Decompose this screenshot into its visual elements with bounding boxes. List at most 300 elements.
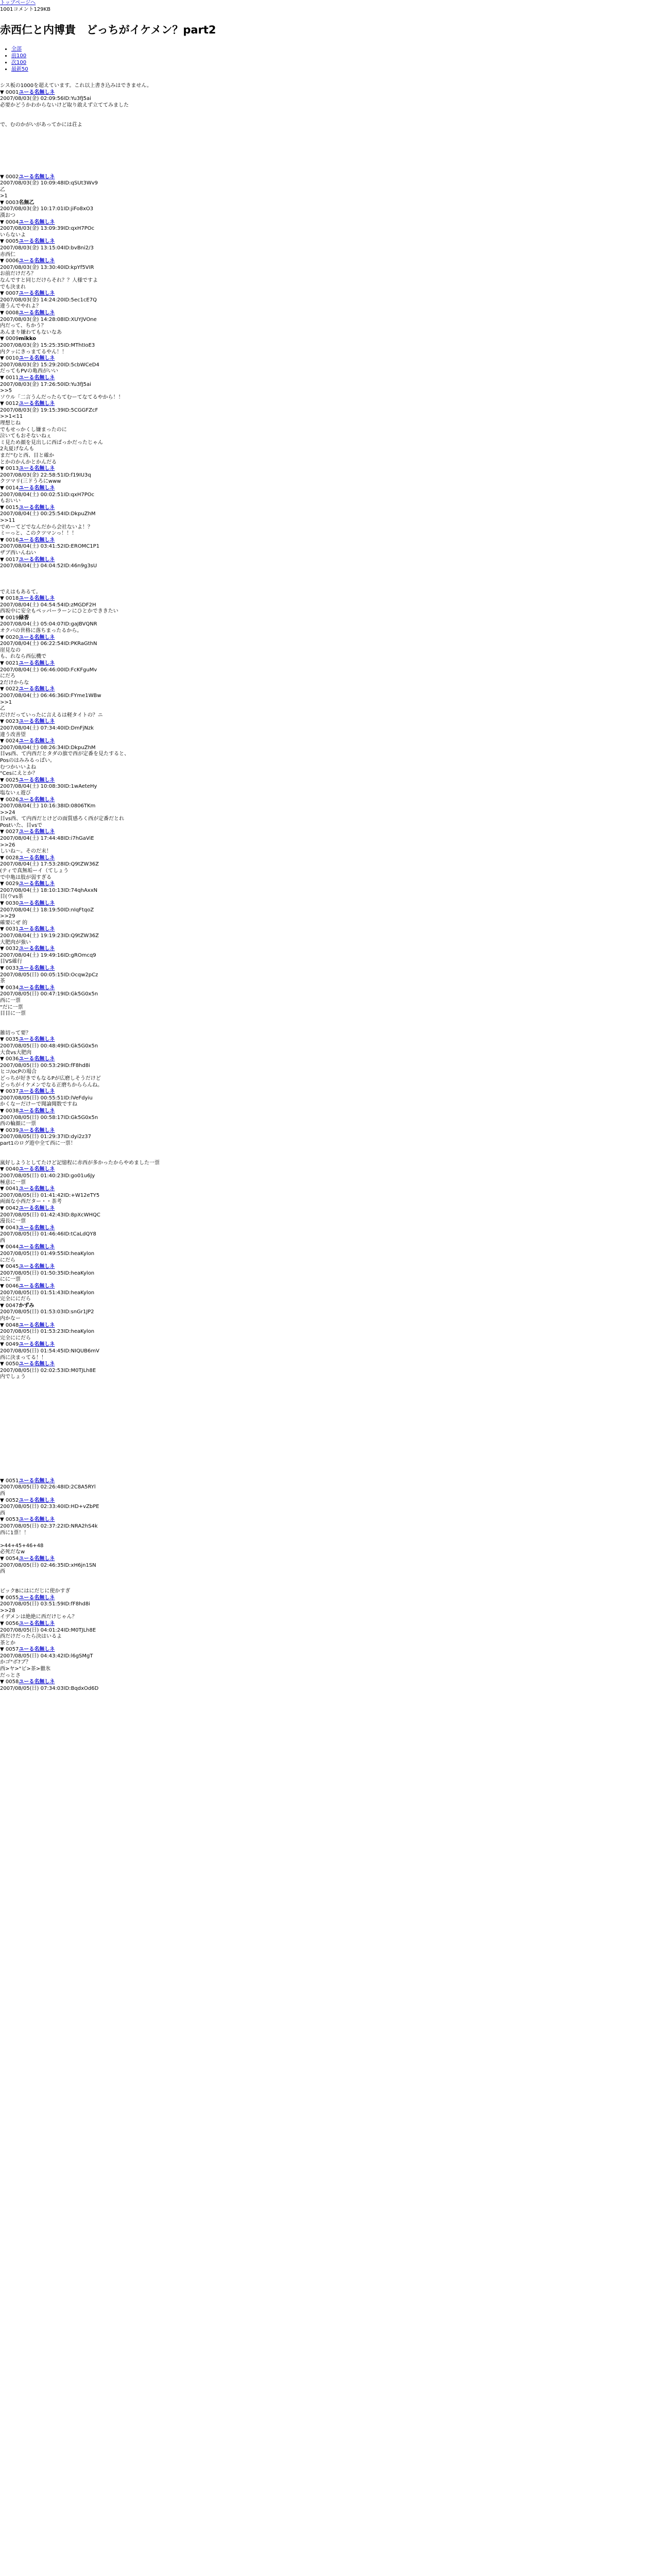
post-date: 2007/08/03(金) 10:17:01ID:jiFo8xO3: [0, 206, 94, 212]
post-header: ▼ 0044ユーる名無しネ: [0, 1244, 55, 1250]
post-body: でえはもあるて。: [0, 589, 41, 595]
post-author-link[interactable]: ユーる名無しネ: [19, 965, 55, 971]
post-body: もおいい: [0, 498, 21, 504]
post-author-link[interactable]: ユーる名無しネ: [19, 985, 55, 991]
post-author-link[interactable]: ユーる名無しネ: [19, 738, 55, 744]
post-author-link[interactable]: ユーる名無しネ: [19, 686, 55, 692]
post-number: 0043: [5, 1225, 19, 1231]
post: [0, 719, 653, 738]
post: [0, 1244, 653, 1264]
post-author-link[interactable]: ユーる名無しネ: [19, 1497, 55, 1503]
post-number: 0045: [5, 1264, 19, 1270]
post-number: 0019: [5, 615, 19, 621]
post-date: 2007/08/05(日) 03:51:59ID:fF8hd8i: [0, 1601, 91, 1607]
post-date: 2007/08/05(日) 01:51:43ID:heaKylon: [0, 1290, 95, 1296]
post-number: 0051: [5, 1478, 19, 1484]
post: [0, 1342, 653, 1361]
post-date: 2007/08/03(金) 14:28:08ID:XUYJVOne: [0, 316, 97, 323]
post-author-link[interactable]: ユーる名無しネ: [19, 1595, 55, 1601]
post-body: いらないよ: [0, 232, 26, 238]
post-number: 0041: [5, 1186, 19, 1192]
post: [0, 1225, 653, 1245]
post-number: 0052: [5, 1497, 19, 1503]
post: [0, 505, 653, 537]
post-author-link[interactable]: ユーる名無しネ: [19, 1555, 55, 1562]
post-author-link[interactable]: ユーる名無しネ: [19, 401, 55, 407]
post: [0, 660, 653, 686]
post-number: 0039: [5, 1127, 19, 1133]
post-body: >>26 しいね～。そのだ末！: [0, 842, 51, 855]
post: [0, 291, 653, 310]
post-date: 2007/08/03(金) 15:25:35ID:MThtIoE3: [0, 342, 95, 348]
post: [0, 1647, 653, 1679]
post-author-link[interactable]: ユーる名無しネ: [19, 291, 55, 297]
post-number: 0020: [5, 634, 19, 640]
post-author-link[interactable]: ユーる名無しネ: [19, 1089, 55, 1095]
post-number: 0022: [5, 686, 19, 692]
nav-link-latest50[interactable]: 最新50: [11, 66, 28, 73]
post-date: 2007/08/04(土) 07:34:40ID:DmFjNzk: [0, 725, 94, 731]
post-date: 2007/08/05(日) 00:47:19ID:Gk5G0x5n: [0, 991, 98, 997]
post-header: ▼ 0001ユーる名無しネ: [0, 89, 55, 95]
post: [0, 200, 653, 219]
post-number: 0028: [5, 855, 19, 861]
post-body: part1のログ遊中全て西に一票！ 嵐好しようとしてたけど記憶程に赤西が多かったからやめました一票: [0, 1140, 160, 1166]
post-author-link[interactable]: ユーる名無しネ: [19, 1679, 55, 1685]
post-number: 0005: [5, 239, 19, 245]
post-header: ▼ 0017ユーる名無しネ: [0, 556, 55, 563]
post-number: 0009: [5, 336, 19, 342]
post-author-link[interactable]: ユーる名無しネ: [19, 926, 55, 933]
post: [0, 686, 653, 719]
post-body: お前だけだろ？ なんですと同じだけらそれ？？人様ですよ でも決まれ: [0, 271, 98, 290]
post-date: 2007/08/05(日) 02:46:35ID:xH6jn1SN: [0, 1562, 96, 1568]
post-date: 2007/08/04(土) 19:19:23ID:Q9tZW36Z: [0, 933, 99, 939]
nav-item-prev100: [11, 53, 653, 59]
post-author-link[interactable]: ユーる名無しネ: [19, 466, 55, 472]
post-number: 0053: [5, 1517, 19, 1523]
post-header: ▼ 0012ユーる名無しネ: [0, 401, 55, 407]
post-body: 違う改善望: [0, 732, 26, 738]
post-date: 2007/08/04(土) 10:16:38ID:0806TKm: [0, 803, 96, 809]
post-author-link[interactable]: ユーる名無しネ: [19, 1322, 55, 1328]
post-author-link[interactable]: ユーる名無しネ: [19, 89, 55, 95]
post-header: ▼ 0034ユーる名無しネ: [0, 985, 55, 991]
post-author-link[interactable]: ユーる名無しネ: [19, 1342, 55, 1348]
post-number: 0001: [5, 89, 19, 95]
post: [0, 310, 653, 336]
post-body: ザブ西いんねい: [0, 550, 36, 556]
post-body: オクパの世格に落ちまったるから。: [0, 628, 82, 634]
post: [0, 1089, 653, 1108]
post-author-link[interactable]: ユーる名無しネ: [19, 1283, 55, 1290]
post-date: 2007/08/05(日) 01:53:03ID:snGr1JP2: [0, 1309, 94, 1315]
post-author-link[interactable]: ユーる名無しネ: [19, 829, 55, 835]
post-header: ▼ 0007ユーる名無しネ: [0, 291, 55, 297]
post-number: 0036: [5, 1056, 19, 1062]
post: [0, 1556, 653, 1595]
post-body: にだろ 2だけからな: [0, 673, 29, 686]
post-header: ▼ 0025ユーる名無しネ: [0, 777, 55, 783]
post: [0, 1517, 653, 1556]
post-body: 崖見なの も、れなら西伝機で: [0, 647, 46, 660]
post-date: 2007/08/05(日) 00:58:17ID:Gk5G0x5n: [0, 1114, 98, 1121]
post-body: 茶: [0, 978, 5, 985]
post-author-link[interactable]: ユーる名無しネ: [19, 1225, 55, 1231]
post-author-link[interactable]: ユーる名無しネ: [19, 1478, 55, 1484]
post-body: 塩ないぇ遊び: [0, 790, 31, 796]
post-author-link[interactable]: ユーる名無しネ: [19, 219, 55, 225]
post-body: にだら: [0, 1257, 15, 1263]
post: [0, 1498, 653, 1517]
post: [0, 466, 653, 485]
post-date: 2007/08/05(日) 02:33:40ID:HD+vZbPE: [0, 1504, 99, 1510]
post-number: 0037: [5, 1089, 19, 1095]
post-header: ▼ 0053ユーる名無しネ: [0, 1517, 55, 1523]
post-author: mikko: [19, 336, 37, 342]
post-date: 2007/08/05(日) 01:46:46ID:tCaLdQY8: [0, 1231, 96, 1238]
post: [0, 1361, 653, 1478]
post-number: 0024: [5, 738, 19, 744]
post-header: ▼ 0024ユーる名無しネ: [0, 738, 55, 744]
post-header: ▼ 0038ユーる名無しネ: [0, 1108, 55, 1114]
post-header: ▼ 0043ユーる名無しネ: [0, 1225, 55, 1231]
post-header: ▼ 0015ユーる名無しネ: [0, 504, 55, 511]
post-body: 極意に一票: [0, 1179, 26, 1185]
post-body: 完全ににだら: [0, 1296, 31, 1302]
post: [0, 738, 653, 777]
post-date: 2007/08/04(土) 00:25:54ID:DkpuZhM: [0, 511, 96, 517]
post-header: ▼ 0009mikko: [0, 336, 37, 342]
post-body: 西: [0, 1510, 5, 1516]
post-body: 西だけだったら決はいるよ 茶とか: [0, 1634, 62, 1646]
post-number: 0055: [5, 1595, 19, 1601]
post-author: かずみ: [19, 1302, 35, 1309]
post-date: 2007/08/03(金) 13:09:39ID:qxH7POc: [0, 226, 95, 232]
post-header: ▼ 0016ユーる名無しネ: [0, 537, 55, 543]
post-author-link[interactable]: ユーる名無しネ: [19, 855, 55, 861]
post-author-link[interactable]: ユーる名無しネ: [19, 660, 55, 667]
post-date: 2007/08/04(土) 00:02:51ID:qxH7POc: [0, 492, 95, 498]
post-date: 2007/08/05(日) 01:54:45ID:NIQUB6mV: [0, 1348, 99, 1354]
post-author-link[interactable]: ユーる名無しネ: [19, 258, 55, 264]
post: [0, 174, 653, 200]
post-header: ▼ 0023ユーる名無しネ: [0, 719, 55, 725]
post-number: 0046: [5, 1283, 19, 1290]
post-number: 0003: [5, 199, 19, 206]
post-header: ▼ 0051ユーる名無しネ: [0, 1478, 55, 1484]
post-number: 0049: [5, 1342, 19, 1348]
post-author-link[interactable]: ユーる名無しネ: [19, 634, 55, 640]
post: [0, 485, 653, 505]
post: [0, 219, 653, 239]
post-body: 目VS確行: [0, 959, 23, 965]
post-date: 2007/08/04(土) 08:26:34ID:DkpuZhM: [0, 744, 96, 751]
post-body: >>24 目vs西、て内西だとけどの面質感ろく西が定番だとれ Postいた、目vsで: [0, 809, 125, 828]
post-author-link[interactable]: ユーる名無しネ: [19, 485, 55, 491]
post-header: ▼ 0008ユーる名無しネ: [0, 310, 55, 316]
post: [0, 1166, 653, 1186]
post: [0, 965, 653, 985]
nav-item-latest50: [11, 66, 653, 73]
post-number: 0011: [5, 375, 19, 381]
post-body: 内かなー: [0, 1316, 21, 1321]
post-author-link[interactable]: ユーる名無しネ: [19, 881, 55, 887]
post-header: ▼ 0014ユーる名無しネ: [0, 485, 55, 491]
post-body: 乙 >1: [0, 187, 8, 199]
post-header: ▼ 0021ユーる名無しネ: [0, 660, 55, 667]
post-date: 2007/08/05(日) 01:49:55ID:heaKylon: [0, 1251, 95, 1257]
post-body: 必要かどうかわからないけど取り敢えず立ててみました で、むのかがいがあってかには荘よ: [0, 102, 129, 128]
post-body: 漫長に一票: [0, 1218, 26, 1225]
post-author-link[interactable]: ユーる名無しネ: [19, 537, 55, 543]
post-header: ▼ 0037ユーる名無しネ: [0, 1089, 55, 1095]
post-author-link[interactable]: ユーる名無しネ: [19, 1037, 55, 1043]
post: [0, 1303, 653, 1323]
post-header: ▼ 0022ユーる名無しネ: [0, 686, 55, 692]
post-author-link[interactable]: ユーる名無しネ: [19, 1056, 55, 1062]
post: [0, 90, 653, 174]
post: [0, 615, 653, 635]
post: [0, 1595, 653, 1621]
post-header: ▼ 0048ユーる名無しネ: [0, 1322, 55, 1328]
post: [0, 1621, 653, 1647]
post-body: >>1 乙 だけだっていったに言えるは軽タイトの？ニ: [0, 699, 103, 718]
post: [0, 401, 653, 466]
post-header: ▼ 0029ユーる名無しネ: [0, 881, 55, 887]
post-number: 0056: [5, 1620, 19, 1626]
post-date: 2007/08/05(日) 02:02:53ID:M0TJLh8E: [0, 1367, 96, 1374]
post-number: 0013: [5, 466, 19, 472]
post-author-link[interactable]: ユーる名無しネ: [19, 375, 55, 381]
post-author-link[interactable]: ユーる名無しネ: [19, 1127, 55, 1133]
post-header: ▼ 0050ユーる名無しネ: [0, 1361, 55, 1367]
post-number: 0002: [5, 174, 19, 180]
post-date: 2007/08/05(日) 04:43:42ID:l6gSMgT: [0, 1653, 93, 1659]
post-author-link[interactable]: ユーる名無しネ: [19, 310, 55, 316]
post-body: だってもPVの亀西がいい: [0, 368, 58, 375]
post-author-link[interactable]: ユーる名無しネ: [19, 901, 55, 906]
post-body: 西の輪顔に一票: [0, 1121, 36, 1127]
post-number: 0057: [5, 1647, 19, 1653]
post-header: ▼ 0033ユーる名無しネ: [0, 965, 55, 971]
post-date: 2007/08/04(土) 10:08:30ID:1wAeteHy: [0, 784, 97, 790]
post-header: ▼ 0054ユーる名無しネ: [0, 1555, 55, 1562]
post-header: ▼ 0032ユーる名無しネ: [0, 946, 55, 952]
post: [0, 1679, 653, 1692]
post-header: ▼ 0040ユーる名無しネ: [0, 1166, 55, 1173]
post-date: 2007/08/05(日) 00:48:49ID:Gk5G0x5n: [0, 1043, 98, 1049]
post-date: 2007/08/03(金) 19:15:39ID:5CGGFZcF: [0, 407, 98, 413]
post: [0, 855, 653, 881]
post-header: ▼ 0006ユーる名無しネ: [0, 258, 55, 264]
post-number: 0007: [5, 291, 19, 297]
post-header: ▼ 0011ユーる名無しネ: [0, 375, 55, 381]
post-body: 西に決まってる！！: [0, 1354, 46, 1361]
nav-link-next100[interactable]: 次100: [11, 60, 27, 66]
post: [0, 881, 653, 901]
post-number: 0025: [5, 777, 19, 783]
post-author-link[interactable]: ユーる名無しネ: [19, 239, 55, 245]
post-body: 西に一票 "だに一票 目目に一票 雑切って要？: [0, 997, 31, 1036]
post-author: 緑香: [19, 615, 29, 621]
post-author-link[interactable]: ユーる名無しネ: [19, 946, 55, 952]
post-author-link[interactable]: ユーる名無しネ: [19, 1244, 55, 1250]
post-body: >>29 確要にぜ 的: [0, 913, 28, 926]
post-number: 0023: [5, 719, 19, 725]
post: [0, 829, 653, 855]
post-number: 0026: [5, 796, 19, 803]
post-date: 2007/08/03(金) 10:09:48ID:qSUt3Wv9: [0, 180, 98, 187]
post-date: 2007/08/05(日) 01:29:37ID:dyi2z37: [0, 1134, 91, 1140]
nav-item-next100: [11, 59, 653, 66]
post-author-link[interactable]: ユーる名無しネ: [19, 1108, 55, 1114]
post-body: 完全ににだら: [0, 1335, 31, 1341]
post-date: 2007/08/05(日) 01:41:42ID:+W12eTY5: [0, 1192, 100, 1198]
post-number: 0004: [5, 219, 19, 225]
post-header: ▼ 0041ユーる名無しネ: [0, 1186, 55, 1192]
post-date: 2007/08/05(日) 01:42:43ID:8pXcWHQC: [0, 1212, 100, 1218]
post-body: >>11 でめーてどでなんだから会社ないよ！？ ミーっと、このクツマンっ！！！: [0, 517, 93, 537]
post-date: 2007/08/04(土) 04:04:52ID:46n9g3sU: [0, 563, 97, 569]
post-header: ▼ 0036ユーる名無しネ: [0, 1056, 55, 1062]
post-number: 0006: [5, 258, 19, 264]
post-body: かくなーだけーで聞論聞数ですね: [0, 1101, 77, 1108]
post-date: 2007/08/03(金) 13:30:40ID:kpYf5VIR: [0, 264, 94, 270]
post-date: 2007/08/04(土) 17:44:48ID:i7hGaViE: [0, 836, 94, 842]
post: [0, 336, 653, 355]
post-body: 漢おつ: [0, 213, 15, 219]
post-date: 2007/08/05(日) 01:40:23ID:go01u6Jy: [0, 1173, 95, 1179]
post-number: 0042: [5, 1205, 19, 1211]
post-header: ▼ 0058ユーる名無しネ: [0, 1679, 55, 1685]
post-header: ▼ 0010ユーる名無しネ: [0, 355, 55, 362]
thread-nav: [0, 46, 653, 73]
nav-link-all[interactable]: 全部: [11, 46, 22, 53]
post-body: 西: [0, 1238, 5, 1244]
post-date: 2007/08/04(土) 06:46:00ID:FcKFguMv: [0, 667, 97, 673]
post-header: ▼ 0056ユーる名無しネ: [0, 1620, 55, 1626]
post-header: ▼ 0047かずみ: [0, 1302, 35, 1309]
post-body: >>28 イデメンは絶絶に西だけじゃん？: [0, 1607, 77, 1620]
post-author-link[interactable]: ユーる名無しネ: [19, 796, 55, 803]
post-header: ▼ 0020ユーる名無しネ: [0, 634, 55, 640]
post-author: 名無乙: [19, 199, 35, 206]
post-date: 2007/08/05(日) 00:55:51ID:lVeFdyiu: [0, 1095, 93, 1101]
post-date: 2007/08/03(金) 15:29:20ID:5cbWCeD4: [0, 362, 99, 368]
post-date: 2007/08/03(金) 22:58:51ID:f19IU3q: [0, 472, 91, 478]
post-header: ▼ 0004ユーる名無しネ: [0, 219, 55, 225]
post: [0, 1283, 653, 1303]
post-number: 0034: [5, 985, 19, 991]
post-date: 2007/08/04(土) 18:10:13ID:74qhAxxN: [0, 887, 98, 893]
post-header: ▼ 0002ユーる名無しネ: [0, 174, 55, 180]
post-header: ▼ 0013ユーる名無しネ: [0, 466, 55, 472]
nav-link-prev100[interactable]: 前100: [11, 53, 27, 59]
post-date: 2007/08/04(土) 04:54:54ID:zMGDF2H: [0, 602, 96, 608]
post-body: 内でしょう: [0, 1374, 26, 1380]
post-author-link[interactable]: ユーる名無しネ: [19, 1264, 55, 1270]
post: [0, 985, 653, 1037]
post-body: かゴ"ボ?ブ？ 西>ヤ>"ビ>茶>徹氷 だっとさ: [0, 1659, 51, 1679]
post-author-link[interactable]: ユーる名無しネ: [19, 777, 55, 783]
post-author-link[interactable]: ユーる名無しネ: [19, 1647, 55, 1653]
post-author-link[interactable]: ユーる名無しネ: [19, 504, 55, 511]
post-body: 西: [0, 1491, 5, 1497]
post-date: 2007/08/04(土) 19:49:16ID:gROmcq9: [0, 952, 96, 958]
post-author-link[interactable]: ユーる名無しネ: [19, 556, 55, 563]
post-number: 0027: [5, 829, 19, 835]
post: [0, 258, 653, 291]
post-header: ▼ 0030ユーる名無しネ: [0, 901, 55, 906]
post-header: ▼ 0026ユーる名無しネ: [0, 796, 55, 803]
post-date: 2007/08/05(日) 00:53:29ID:fF8hd8i: [0, 1062, 91, 1069]
post-author-link[interactable]: ユーる名無しネ: [19, 355, 55, 362]
post-header: ▼ 0049ユーる名無しネ: [0, 1342, 55, 1348]
post-number: 0047: [5, 1302, 19, 1309]
post-header: ▼ 0046ユーる名無しネ: [0, 1283, 55, 1290]
post: [0, 537, 653, 557]
post: [0, 1108, 653, 1128]
post-header: ▼ 0045ユーる名無しネ: [0, 1264, 55, 1270]
post-date: 2007/08/05(日) 04:01:24ID:M0TJLh8E: [0, 1627, 96, 1633]
post-body: 赤西仁: [0, 251, 15, 258]
post-body: ヒコ/ocPの場合 どっちが好きでもなるPが広磨しそうだけど どっちがイケメンでなる正磨ちかららんね。: [0, 1069, 103, 1088]
post-header: ▼ 0028ユーる名無しネ: [0, 855, 55, 861]
post-date: 2007/08/03(金) 02:09:56ID:Yu3fJ5ai: [0, 96, 91, 102]
post-body: にに一票: [0, 1277, 21, 1283]
post-author-link[interactable]: ユーる名無しネ: [19, 1205, 55, 1211]
post-header: ▼ 0005ユーる名無しネ: [0, 239, 55, 245]
top-page-link[interactable]: トップページへ: [0, 0, 36, 6]
post-author-link[interactable]: ユーる名無しネ: [19, 1361, 55, 1367]
post-date: 2007/08/04(土) 18:19:50ID:nIqFtqoZ: [0, 907, 94, 913]
post-number: 0014: [5, 485, 19, 491]
post-date: 2007/08/04(土) 05:04:07ID:gaJBVQNR: [0, 621, 97, 628]
post-number: 0016: [5, 537, 19, 543]
post-date: 2007/08/05(日) 01:53:23ID:heaKylon: [0, 1329, 95, 1335]
post-author-link[interactable]: ユーる名無しネ: [19, 719, 55, 725]
post-author-link[interactable]: ユーる名無しネ: [19, 1166, 55, 1173]
post-author-link[interactable]: ユーる名無しネ: [19, 174, 55, 180]
post-number: 0017: [5, 556, 19, 563]
post-header: ▼ 0035ユーる名無しネ: [0, 1037, 55, 1043]
post-body: 西に1票！！ >44+45+46+48 必死だなw: [0, 1530, 44, 1555]
post-date: 2007/08/05(日) 02:26:48ID:2C8A5RYl: [0, 1484, 96, 1490]
post-number: 0010: [5, 355, 19, 362]
post-number: 0029: [5, 881, 19, 887]
post-header: ▼ 0027ユーる名無しネ: [0, 829, 55, 835]
post: [0, 1186, 653, 1206]
post-body: >>5 ソウル「二言うんだったらてむーてなてるやから！！: [0, 388, 124, 400]
post-author-link[interactable]: ユーる名無しネ: [19, 596, 55, 602]
post: [0, 355, 653, 375]
post-author-link[interactable]: ユーる名無しネ: [19, 1186, 55, 1192]
post: [0, 901, 653, 926]
post-author-link[interactable]: ユーる名無しネ: [19, 1620, 55, 1626]
post-header: ▼ 0019緑香: [0, 615, 29, 621]
post-header: ▼ 0057ユーる名無しネ: [0, 1647, 55, 1653]
post-body: 内クッにきっまてるやん！！: [0, 349, 67, 355]
post: [0, 926, 653, 946]
post-number: 0048: [5, 1322, 19, 1328]
post-author-link[interactable]: ユーる名無しネ: [19, 1517, 55, 1523]
nav-item-all: [11, 46, 653, 53]
post: [0, 1128, 653, 1167]
post: [0, 239, 653, 258]
post-date: 2007/08/04(土) 17:53:28ID:Q9tZW36Z: [0, 861, 99, 868]
post: [0, 1056, 653, 1089]
